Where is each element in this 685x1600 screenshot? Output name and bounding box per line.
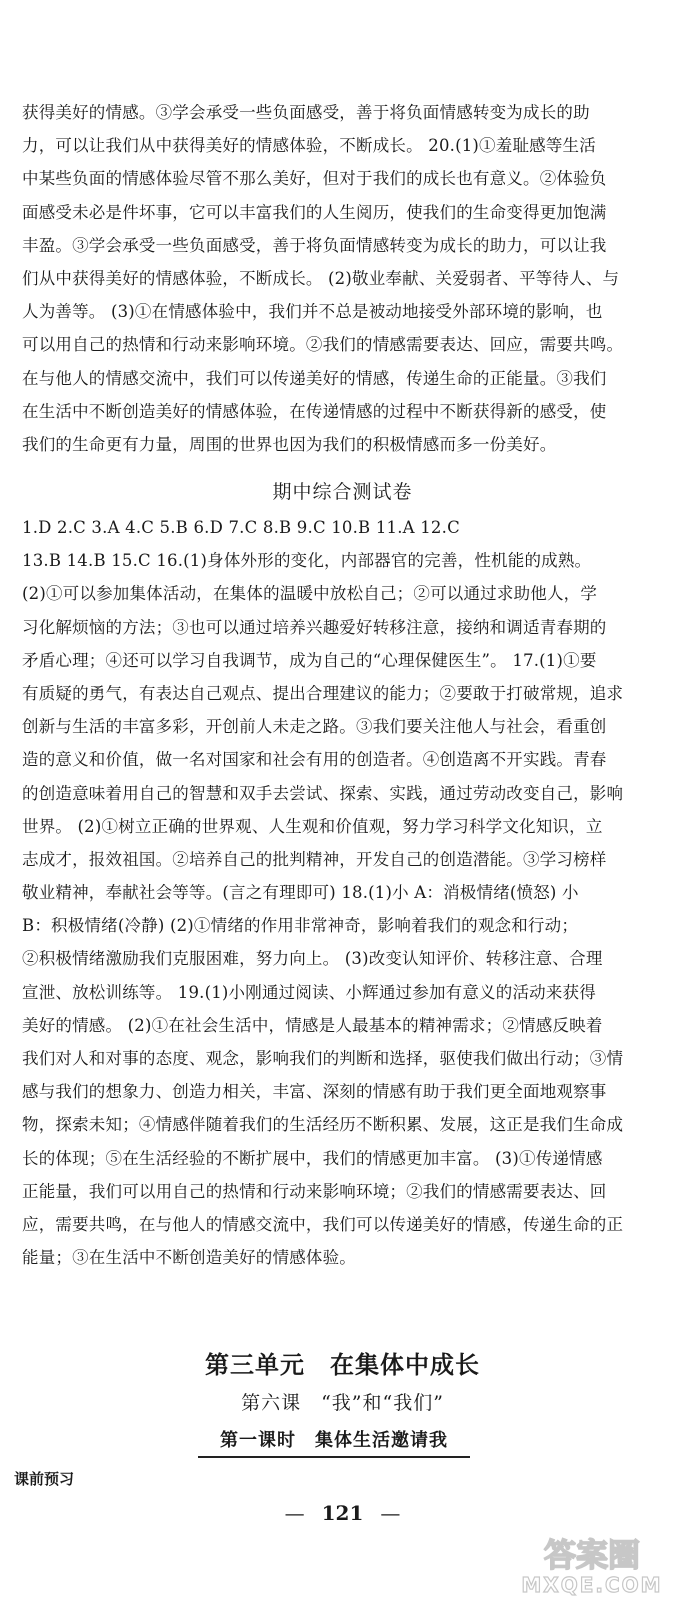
text-line: 宣泄、放松训练等。 19.(1)小刚通过阅读、小辉通过参加有意义的活动来获得 xyxy=(22,982,596,1002)
answer-paragraph-2 xyxy=(22,511,640,1274)
lesson-title: 第六课 “我”和“我们” xyxy=(241,1392,444,1414)
text-line: 丰盈。③学会承受一些负面感受，善于将负面情感转变为成长的助力，可以让我 xyxy=(22,235,607,255)
period-title: 第一课时 集体生活邀请我 xyxy=(198,1426,470,1458)
text-line: 造的意义和价值，做一名对国家和社会有用的创造者。④创造离不开实践。青春 xyxy=(22,750,607,770)
text-line: 我们的生命更有力量，周围的世界也因为我们的积极情感而多一份美好。 xyxy=(22,434,557,454)
text-line: 我们对人和对事的态度、观念，影响我们的判断和选择，驱使我们做出行动；③情 xyxy=(22,1049,624,1068)
text-line: 长的体现；⑤在生活经验的不断扩展中，我们的情感更加丰富。 (3)①传递情感 xyxy=(22,1148,603,1168)
text-line: 获得美好的情感。③学会承受一些负面感受，善于将负面情感转变为成长的助 xyxy=(22,103,590,122)
text-line: 的创造意味着用自己的智慧和双手去尝试、探索、实践，通过劳动改变自己，影响 xyxy=(22,783,624,803)
watermark-url: MXQE.COM xyxy=(521,1573,663,1596)
text-line: 志成才，报效祖国。②培养自己的批判精神，开发自己的创造潜能。③学习榜样 xyxy=(22,849,607,869)
preview-section-label: 课前预习 xyxy=(14,1470,75,1488)
text-line: 13.B 14.B 15.C 16.(1)身体外形的变化，内部器官的完善，性机能的成熟。 xyxy=(22,551,592,571)
text-line: 感与我们的想象力、创造力相关，丰富、深刻的情感有助于我们更全面地观察事 xyxy=(22,1082,607,1102)
text-line: 有质疑的勇气，有表达自己观点、提出合理建议的能力；②要敢于打破常规，追求 xyxy=(22,683,624,703)
text-line: 矛盾心理；④还可以学习自我调节，成为自己的“心理保健医生”。 17.(1)①要 xyxy=(22,650,597,670)
text-line: ②积极情绪激励我们克服困难，努力向上。 (3)改变认知评价、转移注意、合理 xyxy=(22,949,603,969)
text-line: 习化解烦恼的方法；③也可以通过培养兴趣爱好转移注意，接纳和调适青春期的 xyxy=(22,617,607,637)
unit-title: 第三单元 在集体中成长 xyxy=(205,1351,480,1379)
page-number-dash-right: — xyxy=(380,1501,401,1525)
answer-site-watermark-logo xyxy=(507,1530,677,1596)
text-line: 可以用自己的热情和行动来影响环境。②我们的情感需要表达、回应，需要共鸣。 xyxy=(22,335,624,355)
text-line: 应，需要共鸣，在与他人的情感交流中，我们可以传递美好的情感，传递生命的正 xyxy=(22,1214,624,1234)
watermark-text: 答案圈 xyxy=(543,1536,641,1574)
text-line: 在与他人的情感交流中，我们可以传递美好的情感，传递生命的正能量。③我们 xyxy=(22,368,607,388)
text-line: 美好的情感。 (2)①在社会生活中，情感是人最基本的精神需求；②情感反映着 xyxy=(22,1015,603,1035)
page-number xyxy=(0,1501,685,1525)
text-line: 物，探索未知；④情感伴随着我们的生活经历不断积累、发展，这正是我们生命成 xyxy=(22,1115,624,1135)
page-number-dash-left: — xyxy=(284,1501,305,1525)
text-line: 面感受未必是件坏事，它可以丰富我们的人生阅历，使我们的生命变得更加饱满 xyxy=(22,202,607,222)
text-line: 敬业精神，奉献社会等等。(言之有理即可) 18.(1)小 A：消极情绪(愤怒) 小 xyxy=(22,883,579,903)
text-line: 们从中获得美好的情感体验，不断成长。 (2)敬业奉献、关爱弱者、平等待人、与 xyxy=(22,268,620,288)
text-line: 正能量，我们可以用自己的热情和行动来影响环境；②我们的情感需要表达、回 xyxy=(22,1181,607,1201)
text-line: (2)①可以参加集体活动，在集体的温暖中放松自己；②可以通过求助他人，学 xyxy=(22,584,598,604)
text-line: 中某些负面的情感体验尽管不那么美好，但对于我们的成长也有意义。②体验负 xyxy=(22,169,607,189)
text-line: 创新与生活的丰富多彩，开创前人未走之路。③我们要关注他人与社会，看重创 xyxy=(22,717,607,737)
text-line: B：积极情绪(冷静) (2)①情绪的作用非常神奇，影响着我们的观念和行动； xyxy=(22,916,579,936)
text-line: 1.D 2.C 3.A 4.C 5.B 6.D 7.C 8.B 9.C 10.B 11.A 12.C xyxy=(22,518,460,537)
text-line: 力，可以让我们从中获得美好的情感体验，不断成长。 20.(1)①羞耻感等生活 xyxy=(22,136,596,156)
text-line: 能量；③在生活中不断创造美好的情感体验。 xyxy=(22,1248,356,1268)
text-line: 在生活中不断创造美好的情感体验，在传递情感的过程中不断获得新的感受，使 xyxy=(22,401,607,421)
answer-paragraph-1 xyxy=(22,96,640,461)
text-line: 人为善等。 (3)①在情感体验中，我们并不总是被动地接受外部环境的影响，也 xyxy=(22,302,603,322)
midterm-test-title: 期中综合测试卷 xyxy=(272,481,413,503)
text-line: 世界。 (2)①树立正确的世界观、人生观和价值观，努力学习科学文化知识，立 xyxy=(22,816,603,836)
page-number-value: 121 xyxy=(321,1501,364,1525)
